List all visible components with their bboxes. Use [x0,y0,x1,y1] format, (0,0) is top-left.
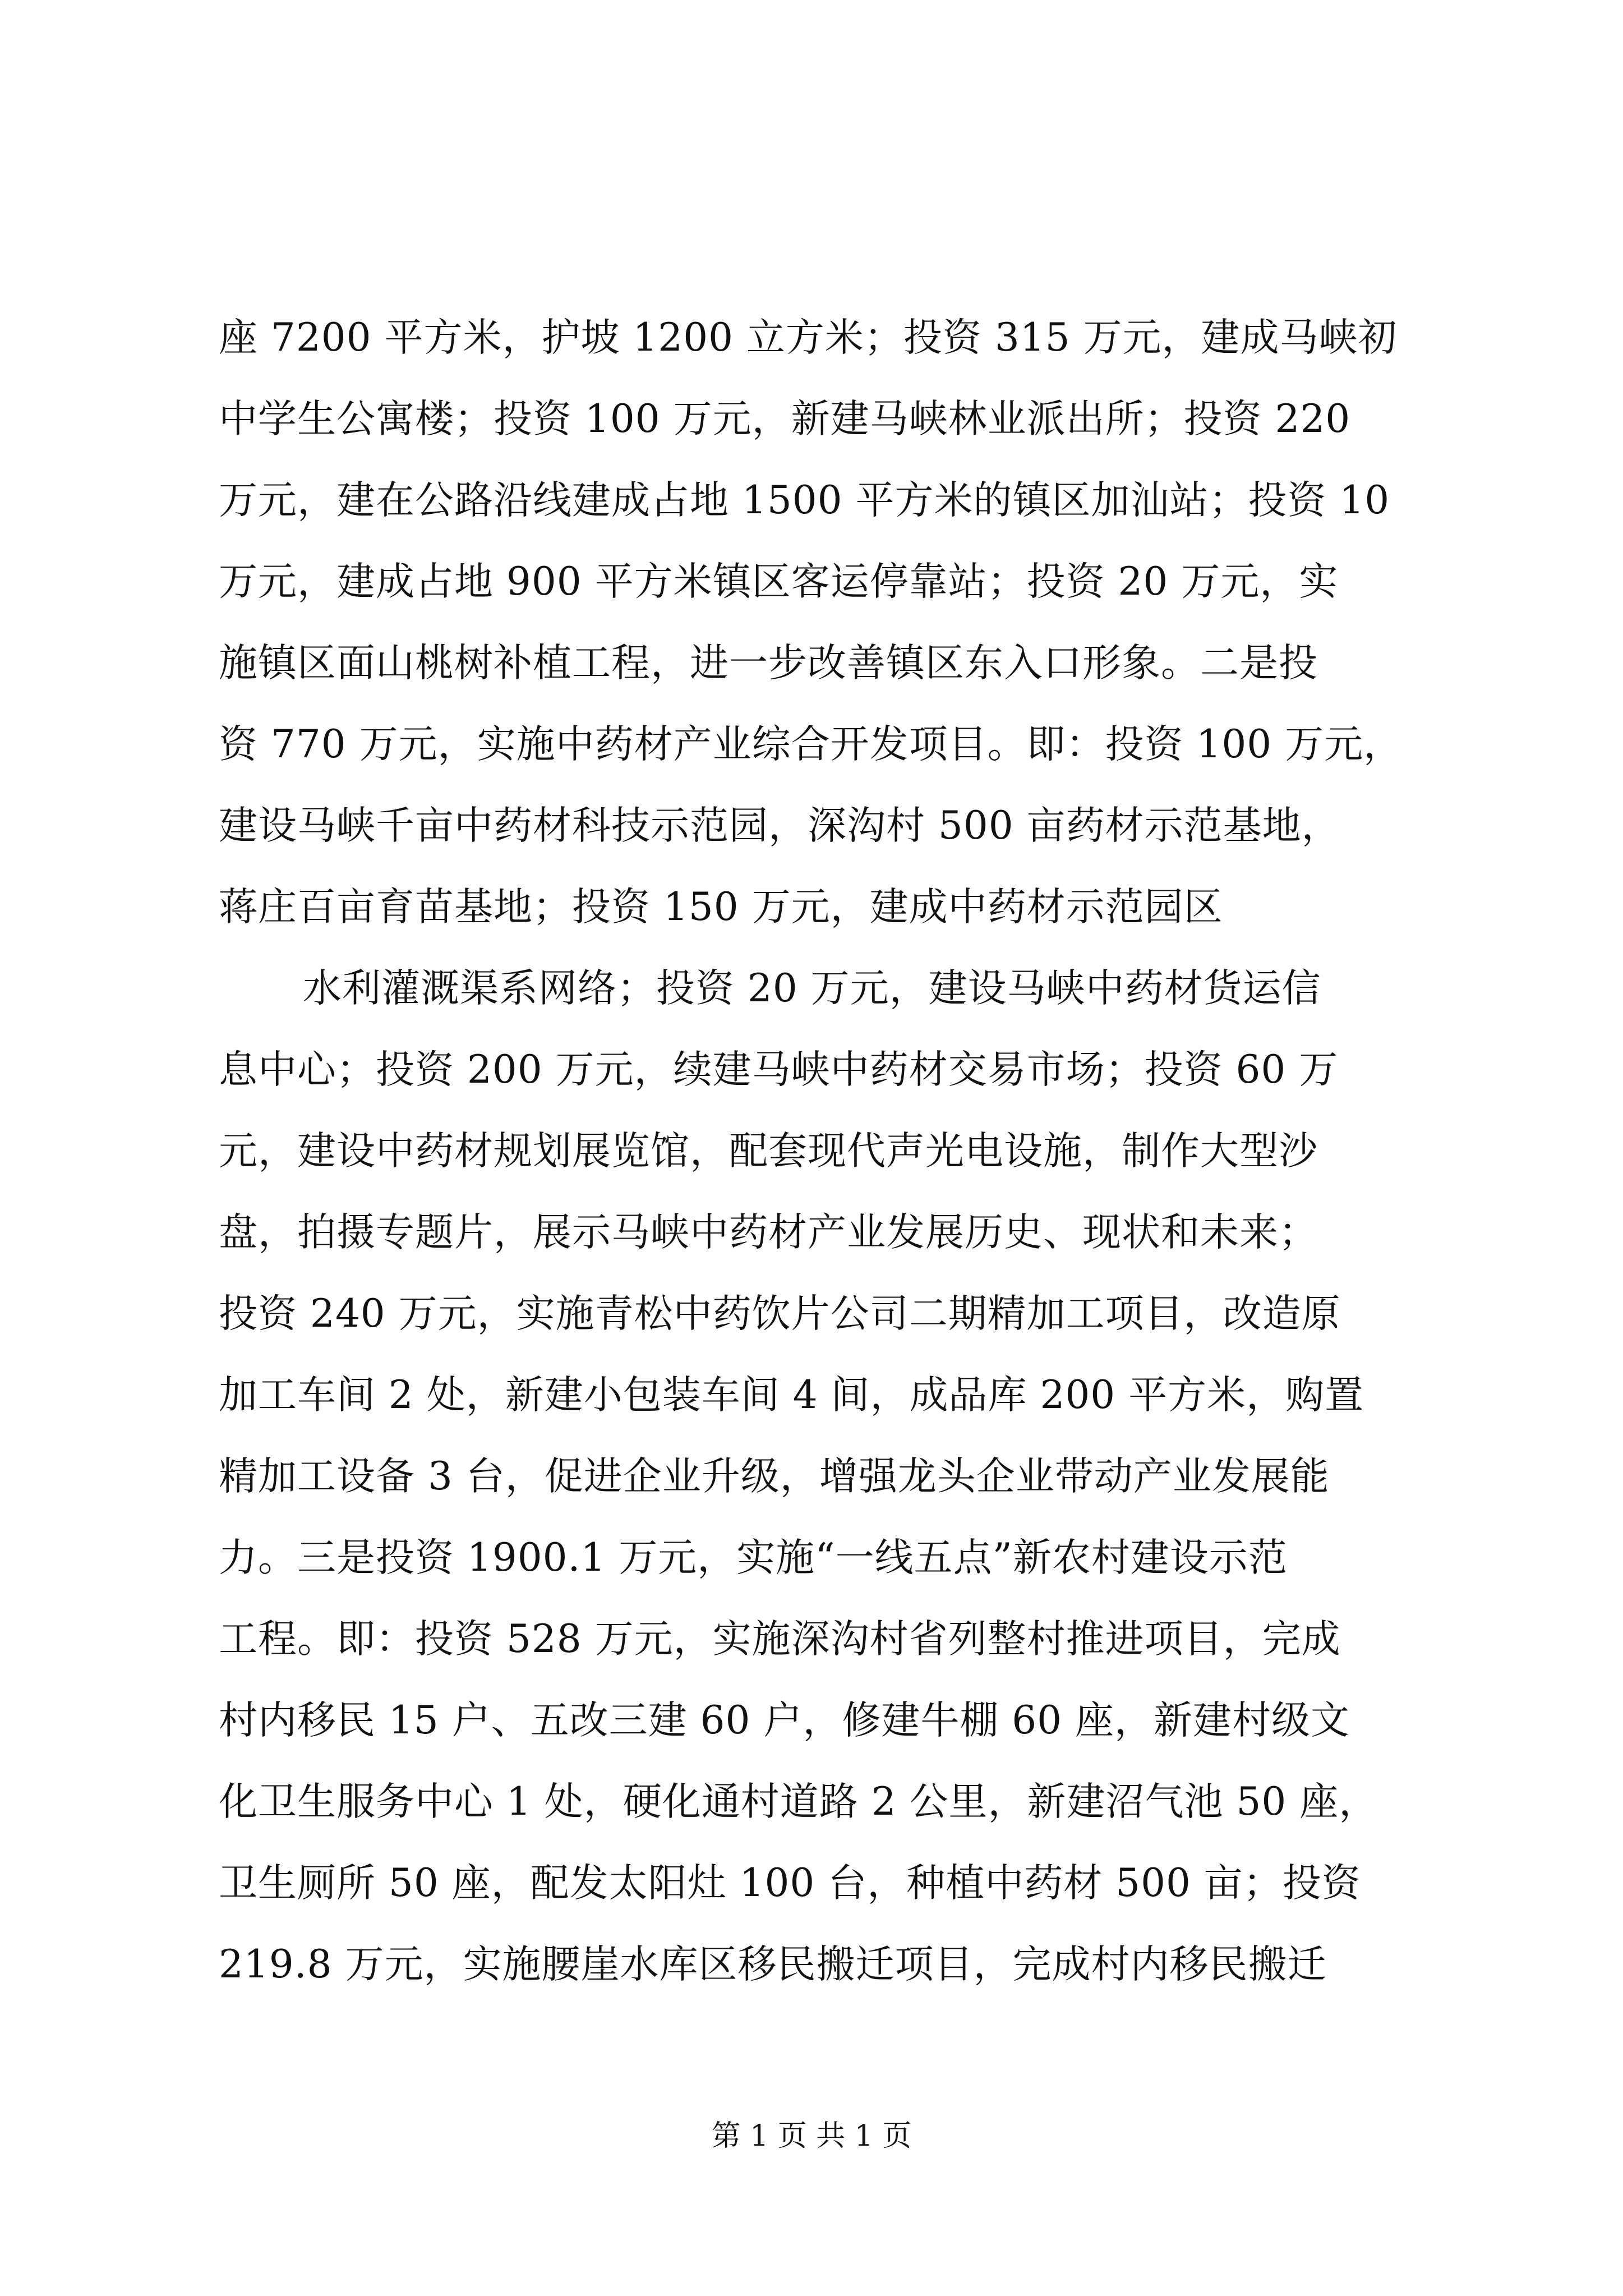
text-line: 卫生厕所 50 座，配发太阳灶 100 台，种植中药材 500 亩；投资 [219,1861,1361,1906]
text-line: 施镇区面山桃树补植工程，进一步改善镇区东入口形象。二是投 [219,641,1318,685]
text-line: 万元，建在公路沿线建成占地 1500 平方米的镇区加汕站；投资 10 [219,478,1390,523]
text-line: 219.8 万元，实施腰崖水库区移民搬迁项目，完成村内移民搬迁 [219,1942,1327,1987]
page-number: 第 1 页 共 1 页 [711,2119,912,2153]
text-line: 蒋庄百亩育苗基地；投资 150 万元，建成中药材示范园区 [219,885,1223,930]
text-line: 化卫生服务中心 1 处，硬化通村道路 2 公里，新建沼气池 50 座， [219,1779,1378,1824]
text-line: 资 770 万元，实施中药材产业综合开发项目。即：投资 100 万元， [219,722,1403,767]
text-line: 息中心；投资 200 万元，续建马峡中药材交易市场；投资 60 万 [219,1047,1339,1092]
text-line: 工程。即：投资 528 万元，实施深沟村省列整村推进项目，完成 [219,1617,1341,1662]
text-line: 万元，建成占地 900 平方米镇区客运停靠站；投资 20 万元，实 [219,559,1339,604]
text-line: 建设马峡千亩中药材科技示范园，深沟村 500 亩药材示范基地， [219,803,1341,848]
paragraph-first-line: 水利灌溉渠系网络；投资 20 万元，建设马峡中药材货运信 [303,966,1321,1011]
text-line: 加工车间 2 处，新建小包装车间 4 间，成品库 200 平方米，购置 [219,1373,1364,1418]
text-line: 投资 240 万元，实施青松中药饮片公司二期精加工项目，改造原 [219,1291,1341,1336]
text-line: 力。三是投资 1900.1 万元，实施“一线五点”新农村建设示范 [219,1535,1288,1580]
text-line: 座 7200 平方米，护坡 1200 立方米；投资 315 万元，建成马峡初 [219,315,1398,360]
text-line: 中学生公寓楼；投资 100 万元，新建马峡林业派出所；投资 220 [219,397,1351,441]
text-line: 元，建设中药材规划展览馆，配套现代声光电设施，制作大型沙 [219,1129,1318,1174]
text-line: 精加工设备 3 台，促进企业升级，增强龙头企业带动产业发展能 [219,1454,1330,1499]
text-line: 村内移民 15 户、五改三建 60 户，修建牛棚 60 座，新建村级文 [219,1698,1350,1743]
text-line: 盘，拍摄专题片，展示马峡中药材产业发展历史、现状和未来； [219,1210,1318,1255]
